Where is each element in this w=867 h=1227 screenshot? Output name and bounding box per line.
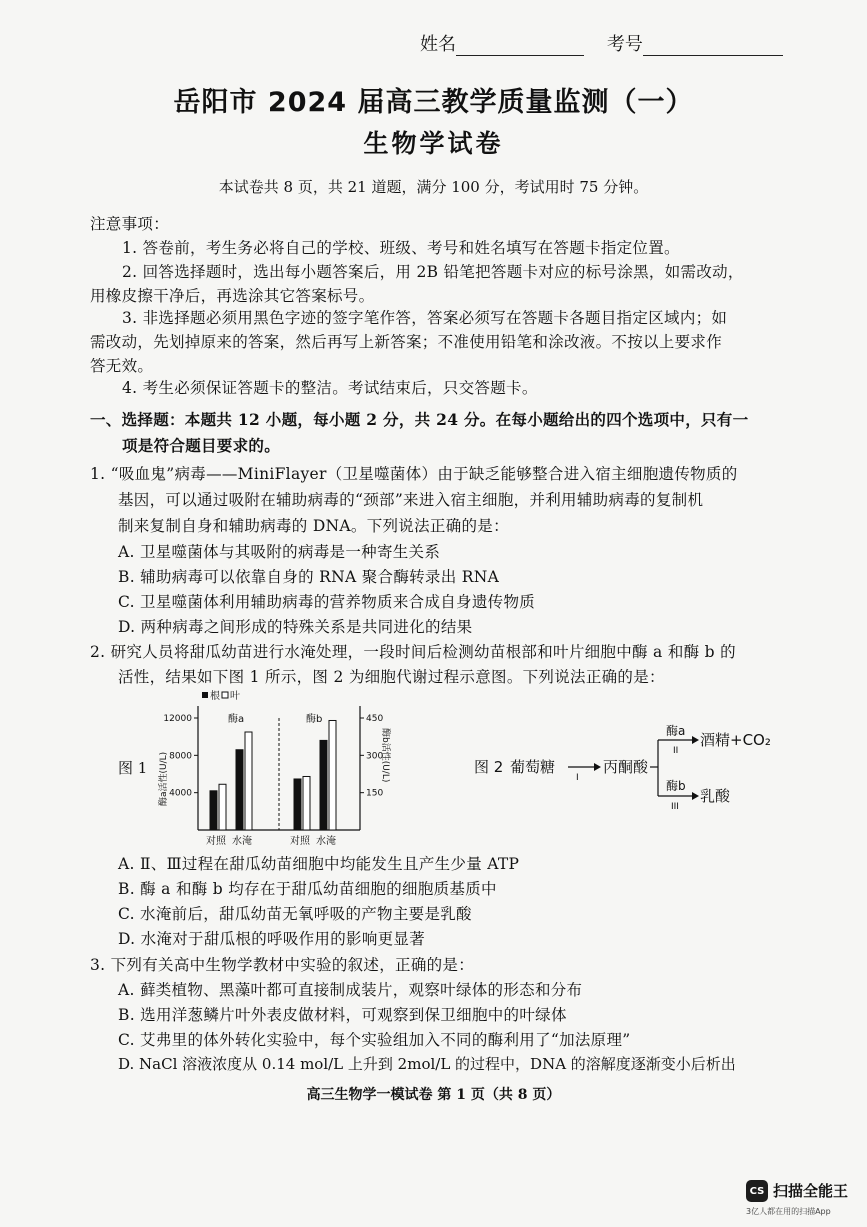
q2-stem-2: 活性，结果如下图 1 所示，图 2 为细胞代谢过程示意图。下列说法正确的是： (118, 668, 665, 686)
note-1: 1. 答卷前，考生务必将自己的学校、班级、考号和姓名填写在答题卡指定位置。 (122, 239, 680, 257)
legend-leaf-label: 叶 (230, 691, 240, 702)
step-2-label: II (673, 746, 679, 756)
note-4: 4. 考生必须保证答题卡的整洁。考试结束后，只交答题卡。 (122, 379, 538, 397)
bar-a-control-leaf (219, 784, 226, 830)
cat-a-control: 对照 (206, 836, 226, 847)
enzyme-a-label: 酶a (666, 724, 686, 738)
panel-a-title: 酶a (228, 714, 245, 725)
q1-option-d: D. 两种病毒之间形成的特殊关系是共同进化的结果 (118, 618, 473, 636)
section1-line2: 项是符合题目要求的。 (122, 436, 281, 455)
note-2b: 用橡皮擦干净后，再选涂其它答案标号。 (90, 287, 375, 305)
notes-heading: 注意事项： (90, 215, 170, 233)
q3-option-d: D. NaCl 溶液浓度从 0.14 mol/L 上升到 2mol/L 的过程中，DNA 的溶解度逐渐变小后析出 (118, 1055, 736, 1073)
exam-info: 本试卷共 8 页，共 21 道题，满分 100 分，考试用时 75 分钟。 (218, 178, 649, 196)
q2-option-c: C. 水淹前后，甜瓜幼苗无氧呼吸的产物主要是乳酸 (118, 905, 472, 923)
name-label: 姓名 (420, 34, 456, 55)
node-glucose: 葡萄糖 (510, 758, 556, 776)
q2-option-a: A. Ⅱ、Ⅲ过程在甜瓜幼苗细胞中均能发生且产生少量 ATP (118, 855, 520, 873)
ylabel-a: 酶a活性(U/L) (159, 751, 169, 806)
figure1-chart (110, 688, 410, 848)
node-pyruvate: 丙酮酸 (603, 758, 649, 776)
exam-title: 岳阳市 2024 届高三教学质量监测（一） (173, 87, 694, 118)
cat-b-control: 对照 (290, 836, 310, 847)
note-3a: 3. 非选择题必须用黑色字迹的签字笔作答，答案必须写在答题卡各题目指定区域内；如 (122, 309, 728, 327)
node-lactate: 乳酸 (700, 787, 731, 805)
scanner-tagline: 3亿人都在用的扫描App (746, 1207, 831, 1216)
cat-b-flood: 水淹 (316, 836, 336, 847)
scanner-name: 扫描全能王 (773, 1182, 849, 1200)
scanner-logo-icon: CS (746, 1180, 768, 1202)
q1-stem-1: 1. “吸血鬼”病毒——MiniFlayer（卫星噬菌体）由于缺乏能够整合进入宿主细胞遗传物质的 (90, 465, 738, 483)
bar-b-control-leaf (303, 776, 310, 830)
tick-label-1-2: 450 (366, 714, 384, 724)
id-blank (643, 37, 783, 56)
bar-b-flood-root (320, 740, 327, 830)
panel-b-title: 酶b (306, 714, 323, 725)
q1-option-c: C. 卫星噬菌体利用辅助病毒的营养物质来合成自身遗传物质 (118, 593, 536, 611)
q1-stem-2: 基因，可以通过吸附在辅助病毒的“颈部”来进入宿主细胞，并利用辅助病毒的复制机 (118, 491, 704, 509)
legend-leaf-swatch (222, 692, 228, 698)
id-label: 考号 (606, 34, 643, 55)
arrowhead-1 (594, 763, 601, 771)
q3-option-a: A. 藓类植物、黑藻叶都可直接制成装片，观察叶绿体的形态和分布 (118, 981, 583, 999)
scanner-watermark (746, 1178, 858, 1220)
arrowhead-3 (692, 792, 699, 800)
bar-b-flood-leaf (329, 720, 336, 830)
figure2-diagram (470, 722, 810, 812)
figure2-svg (470, 722, 810, 812)
cat-a-flood: 水淹 (232, 836, 252, 847)
step-1-label: I (576, 773, 579, 783)
q2-stem-1: 2. 研究人员将甜瓜幼苗进行水淹处理，一段时间后检测幼苗根部和叶片细胞中酶 a 和酶 b 的 (90, 643, 736, 661)
figure1-label: 图 1 (118, 759, 148, 777)
legend-root-swatch (202, 692, 208, 698)
note-3c: 答无效。 (90, 357, 154, 375)
enzyme-b-label: 酶b (666, 779, 686, 793)
tick-label-1-0: 150 (366, 788, 384, 799)
name-blank (456, 37, 584, 56)
note-2a: 2. 回答选择题时，选出每小题答案后，用 2B 铅笔把答题卡对应的标号涂黑，如需改动， (122, 263, 744, 281)
q2-option-b: B. 酶 a 和酶 b 均存在于甜瓜幼苗细胞的细胞质基质中 (118, 880, 497, 898)
legend-root-label: 根 (210, 691, 220, 702)
tick-label-0-0: 4000 (169, 788, 192, 799)
name-id-bar (420, 30, 783, 56)
tick-label-1-1: 300 (366, 751, 384, 762)
tick-label-0-2: 12000 (163, 714, 192, 724)
bar-a-flood-root (236, 750, 243, 830)
note-3b: 需改动，先划掉原来的答案，然后再写上新答案；不准使用铅笔和涂改液。不按以上要求作 (90, 333, 723, 351)
tick-label-0-1: 8000 (169, 751, 192, 762)
bar-b-control-root (294, 779, 301, 830)
q1-option-a: A. 卫星噬菌体与其吸附的病毒是一种寄生关系 (118, 543, 441, 561)
page-footer: 高三生物学一模试卷 第 1 页（共 8 页） (306, 1087, 561, 1103)
bar-a-control-root (210, 791, 217, 830)
exam-subtitle: 生物学试卷 (363, 129, 504, 158)
step-3-label: III (671, 802, 679, 812)
ylabel-b: 酶b活性(U/L) (380, 728, 390, 783)
node-alcohol-co2: 酒精+CO₂ (700, 731, 771, 749)
q3-stem: 3. 下列有关高中生物学教材中实验的叙述，正确的是： (90, 956, 475, 974)
figure2-label: 图 2 (474, 758, 504, 776)
q3-option-c: C. 艾弗里的体外转化实验中，每个实验组加入不同的酶利用了“加法原理” (118, 1031, 631, 1049)
q3-option-b: B. 选用洋葱鳞片叶外表皮做材料，可观察到保卫细胞中的叶绿体 (118, 1006, 567, 1024)
q2-option-d: D. 水淹对于甜瓜根的呼吸作用的影响更显著 (118, 930, 426, 948)
arrowhead-2 (692, 736, 699, 744)
q1-stem-3: 制来复制自身和辅助病毒的 DNA。下列说法正确的是： (118, 517, 509, 535)
bar-a-flood-leaf (245, 732, 252, 830)
figure1-svg (110, 688, 410, 848)
q1-option-b: B. 辅助病毒可以依靠自身的 RNA 聚合酶转录出 RNA (118, 568, 500, 586)
section1-line1: 一、选择题：本题共 12 小题，每小题 2 分，共 24 分。在每小题给出的四个选项中，只有一 (90, 410, 749, 429)
